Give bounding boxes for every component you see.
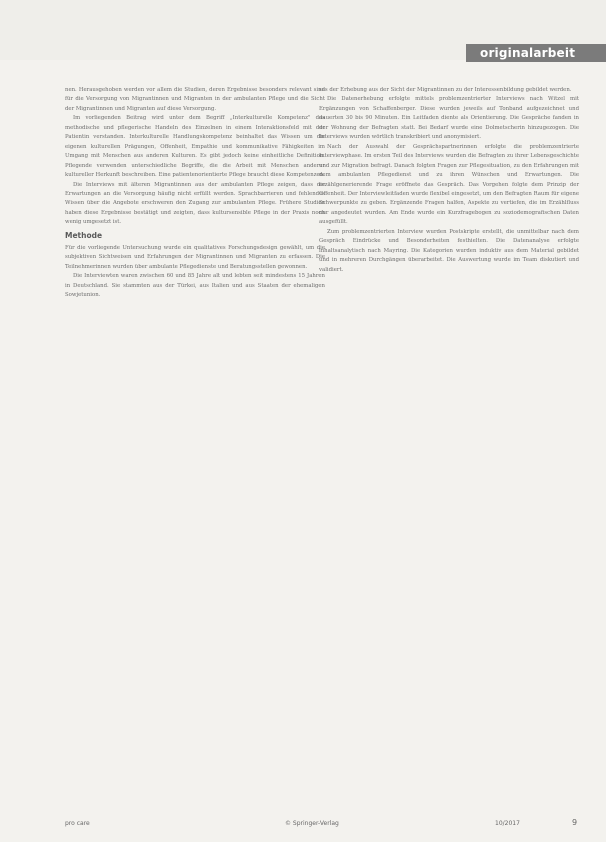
left-paragraph-5: Die Interviewten waren zwischen 60 und 85 Jahre alt und lebten seit mindestens 15 Jahren in Deutschland. Sie stammten aus der Türkei, aus Italien und aus Staaten der ehemaligen Sowjetunion. <box>65 273 325 299</box>
section-heading-methode: Methode <box>65 230 103 240</box>
footer-publisher: © Springer-Verlag <box>285 820 339 827</box>
left-paragraph-4: Für die vorliegende Untersuchung wurde ein qualitatives Forschungsdesign gewählt, um die subjektiven Sichtweisen und Erfahrungen der Migrantinnen und Migranten zu erfassen. Die Teilnehmerinnen wurden über ambulante Pflegedienste und Beratungsstellen gewonnen. <box>65 244 325 270</box>
section-label: originalarbeit <box>480 46 576 60</box>
page-number: 9 <box>572 818 578 827</box>
page-footer <box>65 820 555 832</box>
left-column <box>65 86 325 301</box>
right-paragraph-3: Nach der Auswahl der Gesprächspartnerinnen erfolgte die problemzentrierte Interviewphase. Im ersten Teil des Interviews wurden die Befragten zu ihrer Lebensgeschichte und zur Migration befragt. Danach folgten Fragen zur Pflegesituation, zu den Erfahrungen mit dem ambulanten Pflegedienst und zu ihren Wünschen und Erwartungen. Die erzählgenerierende Frage eröffnete das Gespräch. Das Vorgehen folgte dem Prinzip der Offenheit. Der Interviewleitfaden wurde flexibel eingesetzt, um den Befragten Raum für eigene Schwerpunkte zu geben. Ergänzende Fragen halfen, Aspekte zu vertiefen, die im Erzählfluss nur angedeutet wurden. Am Ende wurde ein Kurzfragebogen zu soziodemografischen Daten ausgefüllt. <box>319 143 579 226</box>
right-column <box>319 86 579 275</box>
right-paragraph-1: ses der Erhebung aus der Sicht der Migrantinnen zu der Interessenbildung gebildet werden. <box>319 87 572 93</box>
left-paragraph-2: Im vorliegenden Beitrag wird unter dem Begriff „Interkulturelle Kompetenz" das methodische und pflegerische Handeln des Einzelnen in einem Interaktionsfeld mit der Patientin verstanden. Interkulturelle Handlungskompetenz beinhaltet das Wissen um die eigenen kulturellen Prägungen, Offenheit, Empathie und kommunikative Fähigkeiten im Umgang mit Menschen aus anderen Kulturen. Es gibt jedoch keine einheitliche Definition. Pflegende verwenden unterschiedliche Begriffe, die die Arbeit mit Menschen anderer kultureller Herkunft beschreiben. Eine patientenorientierte Pflege braucht diese Kompetenzen. <box>65 115 325 179</box>
footer-issue: 10/2017 <box>495 820 520 827</box>
right-paragraph-2: Die Datenerhebung erfolgte mittels problemzentrierter Interviews nach Witzel mit Ergänzungen von Schaffenberger. Diese wurden jeweils auf Tonband aufgezeichnet und dauerten 30 bis 90 Minuten. Ein Leitfaden diente als Orientierung. Die Gespräche fanden in der Wohnung der Befragten statt. Bei Bedarf wurde eine Dolmetscherin hinzugezogen. Die Interviews wurden wörtlich transkribiert und anonymisiert. <box>319 96 579 141</box>
right-paragraph-4: Zum problemzentrierten Interview wurden Postskripte erstellt, die unmittelbar nach dem Gespräch Eindrücke und Besonderheiten festhielten. Die Datenanalyse erfolgte inhaltsanalytisch nach Mayring. Die Kategorien wurden induktiv aus dem Material gebildet und in mehreren Durchgängen überarbeitet. Die Auswertung wurde im Team diskutiert und validiert. <box>319 228 579 273</box>
left-paragraph-3: Die Interviews mit älteren Migrantinnen aus der ambulanten Pflege zeigen, dass die Erwartungen an die Versorgung häufig nicht erfüllt werden. Sprachbarrieren und fehlendes Wissen über die Angebote erschweren den Zugang zur ambulanten Pflege. Frühere Studien haben diese Ergebnisse bestätigt und zeigten, dass kultursensible Pflege in der Praxis noch wenig umgesetzt ist. <box>65 181 325 226</box>
left-paragraph-1: nen. Herausgehoben werden vor allem die Studien, deren Ergebnisse besonders relevant sind für die Versorgung von Migrantinnen und Migranten in der ambulanten Pflege und die Sicht der Migrantinnen und Migranten auf diese Versorgung. <box>65 87 325 112</box>
footer-journal: pro care <box>65 820 90 827</box>
